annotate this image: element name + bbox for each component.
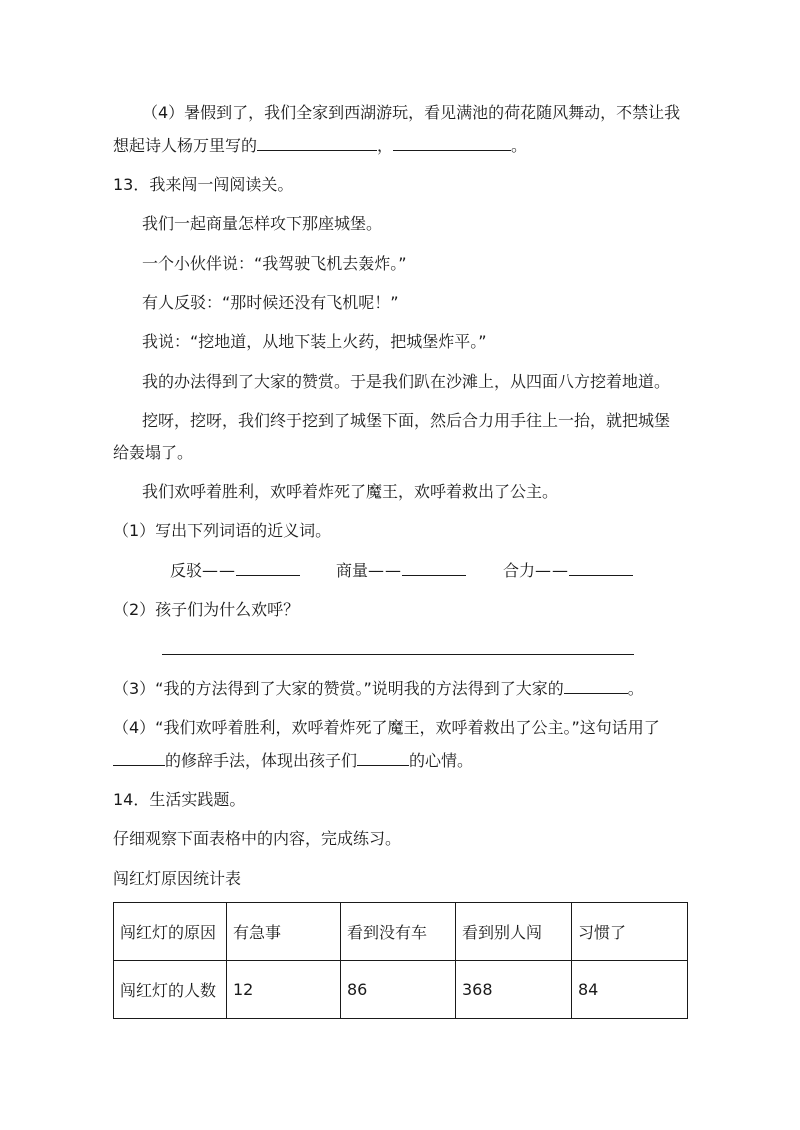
q13-sub2-prompt: （2）孩子们为什么欢呼？: [113, 600, 300, 619]
table-row-counts: [114, 961, 688, 1019]
reason-cell: 看到别人闯: [456, 903, 572, 961]
passage-paragraph: 我们一起商量怎样攻下那座城堡。: [142, 214, 383, 233]
synonym-word: 反驳: [170, 561, 203, 580]
passage-paragraph: 我说：“挖地道，从地下装上火药，把城堡炸平。”: [142, 332, 487, 351]
q12-4-line1: （4）暑假到了，我们全家到西湖游玩，看见满池的荷花随风舞动，不禁让我: [142, 103, 681, 122]
q14-heading: 14．生活实践题。: [113, 790, 246, 809]
answer-blank[interactable]: [569, 559, 633, 576]
red-light-stats-table: [113, 902, 688, 1019]
count-cell: 84: [572, 961, 688, 1019]
answer-blank[interactable]: [113, 749, 165, 766]
synonym-word: 商量: [336, 561, 369, 580]
q12-4-end: 。: [511, 136, 528, 155]
q12-4-prefix: 想起诗人杨万里写的: [113, 136, 258, 155]
count-cell: 12: [227, 961, 341, 1019]
q13-sub1-prompt: （1）写出下列词语的近义词。: [113, 521, 332, 540]
q12-4-sep: ，: [377, 136, 394, 155]
synonym-dash: ——: [535, 561, 570, 580]
synonym-word: 合力: [503, 561, 536, 580]
passage-paragraph: 有人反驳：“那时候还没有飞机呢！”: [142, 293, 399, 312]
passage-paragraph: 我的办法得到了大家的赞赏。于是我们趴在沙滩上，从四面八方挖着地道。: [142, 372, 671, 391]
answer-line[interactable]: [162, 654, 634, 655]
reason-cell: 习惯了: [572, 903, 688, 961]
synonym-dash: ——: [202, 561, 237, 580]
row-header-cell: 闯红灯的原因: [114, 903, 227, 961]
q12-4-line2: [113, 134, 527, 157]
reason-cell: 有急事: [227, 903, 341, 961]
q13-sub3-end: 。: [627, 679, 644, 698]
table-title: 闯红灯原因统计表: [113, 869, 242, 888]
answer-blank[interactable]: [402, 559, 466, 576]
synonym-item: [503, 559, 633, 582]
passage-paragraph-cont: 给轰塌了。: [113, 443, 194, 462]
q13-sub4-end: 的心情。: [409, 751, 474, 770]
table-row-reasons: [114, 903, 688, 961]
passage-paragraph: 我们欢呼着胜利，欢呼着炸死了魔王，欢呼着救出了公主。: [142, 482, 559, 501]
q13-sub4-line1: （4）“我们欢呼着胜利，欢呼着炸死了魔王，欢呼着救出了公主。”这句话用了: [113, 718, 660, 737]
answer-blank[interactable]: [393, 134, 511, 151]
q13-sub4-mid: 的修辞手法，体现出孩子们: [165, 751, 358, 770]
answer-blank[interactable]: [564, 677, 628, 694]
q13-sub4-line2: [113, 749, 473, 772]
synonym-dash: ——: [368, 561, 403, 580]
synonym-item: [170, 559, 300, 582]
count-cell: 368: [456, 961, 572, 1019]
q13-sub3-prompt: （3）“我的方法得到了大家的赞赏。”说明我的方法得到了大家的: [113, 679, 564, 698]
synonym-item: [336, 559, 466, 582]
count-cell: 86: [341, 961, 456, 1019]
answer-blank[interactable]: [236, 559, 300, 576]
passage-paragraph: 一个小伙伴说：“我驾驶飞机去轰炸。”: [142, 254, 407, 273]
q13-heading: 13．我来闯一闯阅读关。: [113, 175, 294, 194]
q13-sub3: [113, 677, 644, 700]
row-header-cell: 闯红灯的人数: [114, 961, 227, 1019]
reason-cell: 看到没有车: [341, 903, 456, 961]
q14-instruction: 仔细观察下面表格中的内容，完成练习。: [113, 829, 402, 848]
answer-blank[interactable]: [257, 134, 377, 151]
passage-paragraph: 挖呀，挖呀，我们终于挖到了城堡下面，然后合力用手往上一抬，就把城堡: [142, 411, 671, 430]
answer-blank[interactable]: [357, 749, 409, 766]
